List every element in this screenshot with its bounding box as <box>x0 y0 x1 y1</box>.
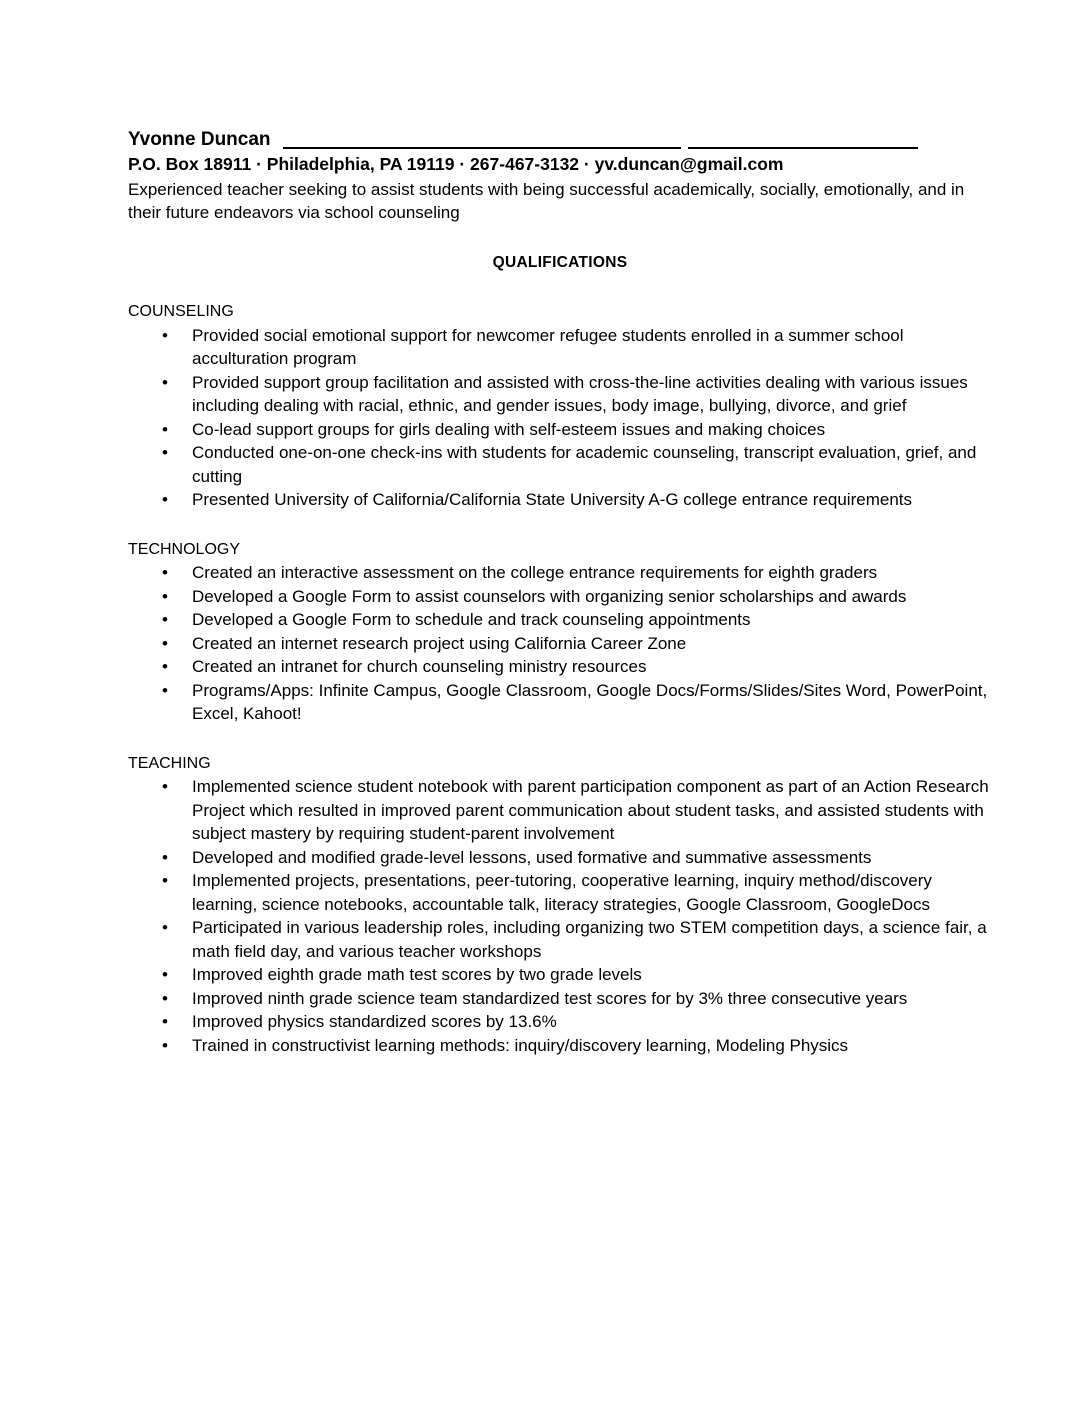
bullet-item: • Created an internet research project using California Career Zone <box>128 632 992 656</box>
bullet-item: • Developed a Google Form to assist counselors with organizing senior scholarships and awards <box>128 585 992 609</box>
qualifications-heading: QUALIFICATIONS <box>492 253 628 271</box>
summary-text: Experienced teacher seeking to assist students with being successful academically, socially, emotionally, and in their future endeavors via school counseling <box>128 179 965 222</box>
bullet-item: • Participated in various leadership roles, including organizing two STEM competition days, a science fair, a math field day, and various teacher workshops <box>128 916 992 963</box>
bullet-list <box>128 775 992 1057</box>
section-counseling <box>128 300 992 512</box>
bullet-item: • Developed and modified grade-level lessons, used formative and summative assessments <box>128 846 992 870</box>
bullet-item: • Created an intranet for church counseling ministry resources <box>128 655 992 679</box>
bullet-item: • Programs/Apps: Infinite Campus, Google Classroom, Google Docs/Forms/Slides/Sites Word, PowerPoint, Excel, Kahoot! <box>128 679 992 726</box>
bullet-item: • Created an interactive assessment on the college entrance requirements for eighth graders <box>128 561 992 585</box>
section-title: COUNSELING <box>128 303 234 320</box>
contact-line: P.O. Box 18911 · Philadelphia, PA 19119 · 267-467-3132 · yv.duncan@gmail.com <box>128 154 784 174</box>
bullet-item: • Provided support group facilitation and assisted with cross-the-line activities dealing with various issues including dealing with racial, ethnic, and gender issues, body image, bullying, divorce, and grief <box>128 371 992 418</box>
bullet-list <box>128 324 992 512</box>
qualifications-sections <box>128 300 992 1057</box>
section-title: TECHNOLOGY <box>128 540 241 558</box>
bullet-item: • Improved ninth grade science team standardized test scores for by 3% three consecutive years <box>128 987 992 1011</box>
bullet-list <box>128 561 992 726</box>
person-name: Yvonne Duncan <box>128 129 271 150</box>
signature-line-segment-2 <box>688 146 918 149</box>
section-technology <box>128 538 992 726</box>
bullet-item: • Presented University of California/California State University A-G college entrance requirements <box>128 488 992 512</box>
section-title: TEACHING <box>128 754 211 772</box>
bullet-item: • Trained in constructivist learning methods: inquiry/discovery learning, Modeling Physics <box>128 1034 992 1058</box>
bullet-item: • Implemented projects, presentations, peer-tutoring, cooperative learning, inquiry method/discovery learning, science notebooks, accountable talk, literacy strategies, Google Classroom, GoogleDocs <box>128 869 992 916</box>
bullet-item: • Conducted one-on-one check-ins with students for academic counseling, transcript evaluation, grief, and cutting <box>128 441 992 488</box>
bullet-item: • Co-lead support groups for girls dealing with self-esteem issues and making choices <box>128 418 992 442</box>
section-teaching <box>128 752 992 1058</box>
signature-line-segment-1 <box>283 146 681 149</box>
bullet-item: • Implemented science student notebook with parent participation component as part of an Action Research Project which resulted in improved parent communication about student tasks, and assisted students with subject mastery by requiring student-parent involvement <box>128 775 992 846</box>
bullet-item: • Improved physics standardized scores by 13.6% <box>128 1010 992 1034</box>
bullet-item: • Improved eighth grade math test scores by two grade levels <box>128 963 992 987</box>
bullet-item: • Provided social emotional support for newcomer refugee students enrolled in a summer school acculturation program <box>128 324 992 371</box>
header-name-line <box>128 128 992 152</box>
bullet-item: • Developed a Google Form to schedule and track counseling appointments <box>128 608 992 632</box>
